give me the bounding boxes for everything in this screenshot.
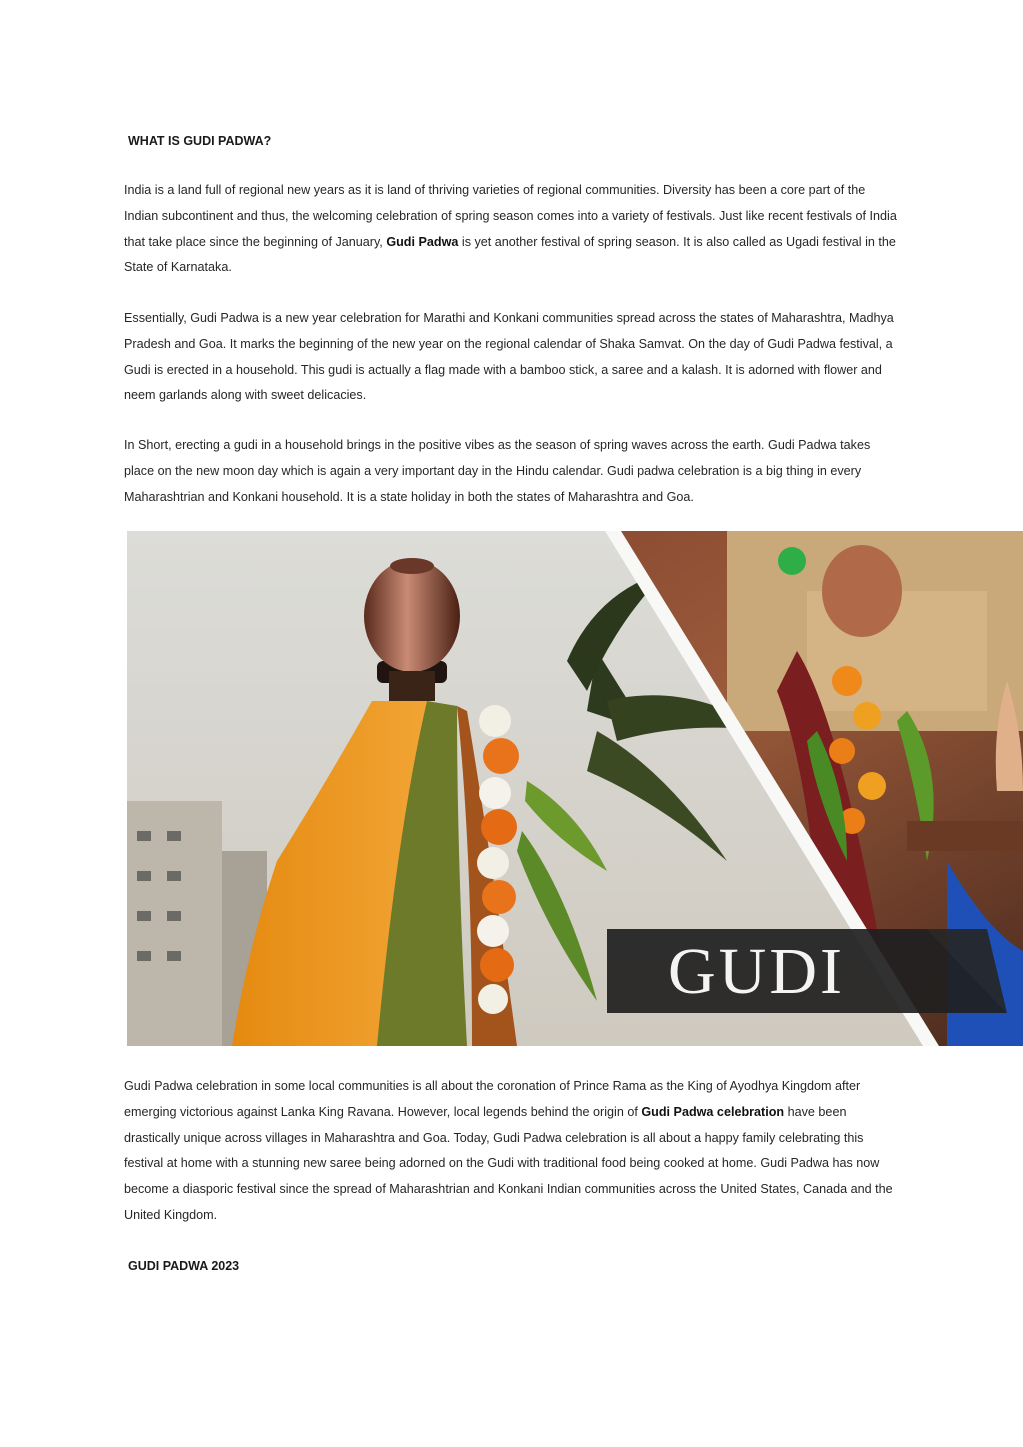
gudi-caption-text: GUDI bbox=[668, 935, 845, 1008]
paragraph-coronation-bold: Gudi Padwa celebration bbox=[641, 1104, 785, 1119]
paragraph-coronation bbox=[124, 1074, 902, 1229]
section-heading-what-is-gudi-padwa: WHAT IS GUDI PADWA? bbox=[128, 134, 272, 148]
section-heading-gudi-padwa-2023: GUDI PADWA 2023 bbox=[128, 1259, 240, 1273]
paragraph-intro bbox=[124, 178, 902, 281]
paragraph-coronation-text-b: have been drastically unique across villages in Maharashtra and Goa. Today, Gudi Padwa celebration is all about a happy family celebrating this festival at home with a stunning new saree being adorned on the Gudi with traditional food being cooked at home. Gudi Padwa has now become a diasporic festival since the spread of Maharashtrian and Konkani Indian communities across the United States, Canada and the United Kingdom. bbox=[124, 1104, 893, 1222]
paragraph-intro-text-a: India is a land full of regional new years as it is land of thriving varieties of regional communities. Diversity has been a core part of the Indian subcontinent and thus, the welcoming celebration of spring season comes into a variety of festivals. Just like recent festivals of India that take place since the beginning of January, bbox=[124, 183, 897, 249]
paragraph-in-short: In Short, erecting a gudi in a household brings in the positive vibes as the season of spring waves across the earth. Gudi Padwa takes place on the new moon day which is again a very important day in the Hindu calendar. Gudi padwa celebration is a big thing in every Maharashtrian and Konkani household. It is a state holiday in both the states of Maharashtra and Goa. bbox=[124, 438, 871, 504]
paragraph-coronation-text-a: Gudi Padwa celebration in some local communities is all about the coronation of Prince Rama as the King of Ayodhya Kingdom after emerging victorious against Lanka King Ravana. However, local legends behind the origin of bbox=[124, 1079, 861, 1119]
gudi-festival-photo bbox=[127, 531, 1023, 1046]
paragraph-essentially: Essentially, Gudi Padwa is a new year celebration for Marathi and Konkani communities spread across the states of Maharashtra, Madhya Pradesh and Goa. It marks the beginning of the new year on the regional calendar of Shaka Samvat. On the day of Gudi Padwa festival, a Gudi is erected in a household. This gudi is actually a flag made with a bamboo stick, a saree and a kalash. It is adorned with flower and neem garlands along with sweet delicacies. bbox=[124, 311, 894, 403]
paragraph-intro-bold: Gudi Padwa bbox=[386, 234, 459, 249]
paragraph-intro-text-b: is yet another festival of spring season. It is also called as Ugadi festival in the State of Karnataka. bbox=[124, 234, 896, 275]
